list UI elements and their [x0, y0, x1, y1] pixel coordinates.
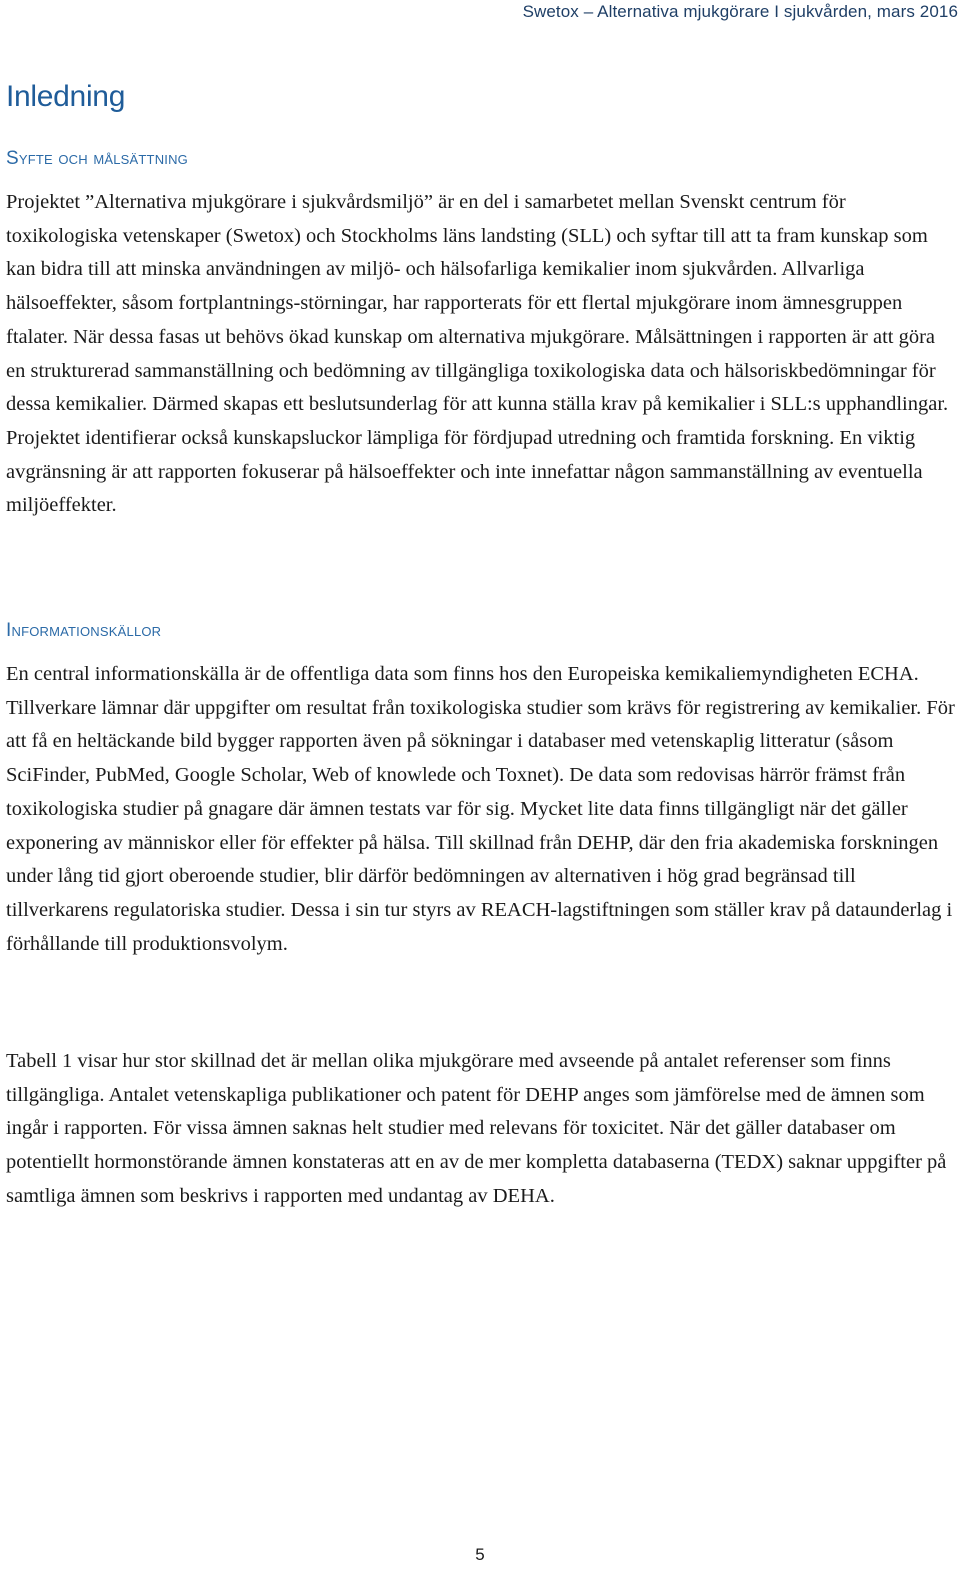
section-heading-syfte: Syfte och målsättning	[6, 148, 188, 169]
page-number: 5	[475, 1545, 485, 1564]
section-heading-informationskallor: Informationskällor	[6, 620, 162, 641]
page-title: Inledning	[6, 80, 126, 113]
paragraph-informationskallor-1: En central informationskälla är de offentliga data som finns hos den Europeiska kemikaliemyndigheten ECHA. Tillverkare lämnar där uppgifter om resultat från toxikologiska studier som krävs för registrering av kemikalier. För att få en heltäckande bild bygger rapporten även på sökningar i databaser med vetenskaplig litteratur (såsom SciFinder, PubMed, Google Scholar, Web of knowlede och Toxnet). De data som redovisas härrör främst från toxikologiska studier på gnagare där ämnen testats var för sig. Mycket lite data finns tillgängligt när det gäller exponering av människor eller för effekter på hälsa. Till skillnad från DEHP, där den fria akademiska forskningen under lång tid gjort oberoende studier, blir därför bedömningen av alternativen i hög grad begränsad till tillverkarens regulatoriska studier. Dessa i sin tur styrs av REACH-lagstiftningen som ställer krav på dataunderlag i förhållande till produktionsvolym.	[6, 663, 955, 955]
running-header: Swetox – Alternativa mjukgörare I sjukvården, mars 2016	[522, 2, 958, 21]
paragraph-syfte: Projektet ”Alternativa mjukgörare i sjukvårdsmiljö” är en del i samarbetet mellan Svenskt centrum för toxikologiska vetenskaper (Swetox) och Stockholms läns landsting (SLL) och syftar till att ta fram kunskap som kan bidra till att minska användningen av miljö- och hälsofarliga kemikalier inom sjukvården. Allvarliga hälsoeffekter, såsom fortplantnings-störningar, har rapporterats för ett flertal mjukgörare inom ämnesgruppen ftalater. När dessa fasas ut behövs ökad kunskap om alternativa mjukgörare. Målsättningen i rapporten är att göra en strukturerad sammanställning och bedömning av tillgängliga toxikologiska data och hälsoriskbedömningar för dessa kemikalier. Därmed skapas ett beslutsunderlag för att kunna ställa krav på kemikalier i SLL:s upphandlingar. Projektet identifierar också kunskapsluckor lämpliga för fördjupad utredning och framtida forskning. En viktig avgränsning är att rapporten fokuserar på hälsoeffekter och inte innefattar någon sammanställning av eventuella miljöeffekter.	[6, 191, 949, 517]
paragraph-informationskallor-2: Tabell 1 visar hur stor skillnad det är mellan olika mjukgörare med avseende på antalet referenser som finns tillgängliga. Antalet vetenskapliga publikationer och patent för DEHP anges som jämförelse med de ämnen som ingår i rapporten. För vissa ämnen saknas helt studier med relevans för toxicitet. När det gäller databaser om potentiellt hormonstörande ämnen konstateras att en av de mer kompletta databaserna (TEDX) saknar uppgifter på samtliga ämnen som beskrivs i rapporten med undantag av DEHA.	[6, 1050, 947, 1207]
